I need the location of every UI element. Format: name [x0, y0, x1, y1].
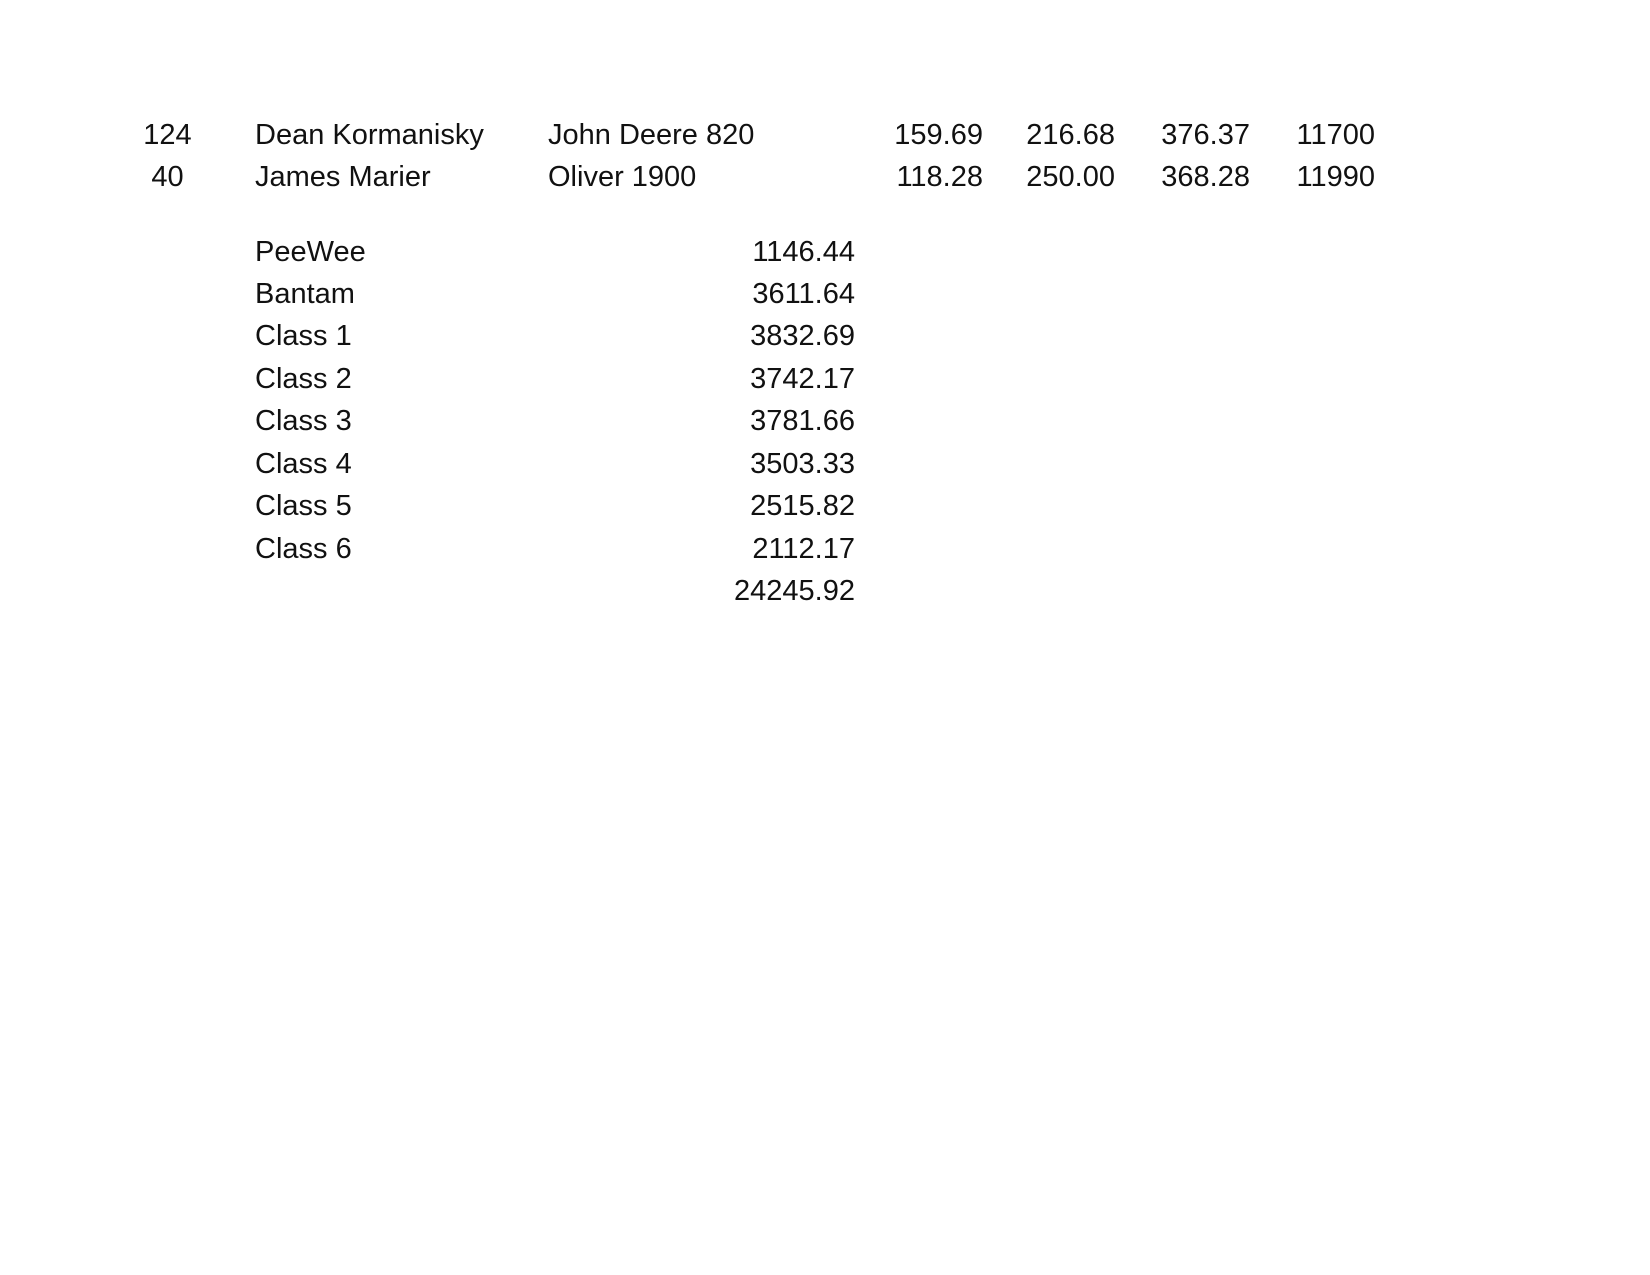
grand-total-value: 24245.92 — [734, 575, 855, 607]
class-label: Class 6 — [255, 533, 352, 565]
grand-total-row — [0, 577, 1650, 611]
class-label: PeeWee — [255, 236, 366, 268]
class-label: Class 2 — [255, 363, 352, 395]
entrant-number: 124 — [143, 119, 192, 151]
entrant-value-3: 368.28 — [1161, 161, 1250, 193]
class-value: 3611.64 — [752, 278, 855, 310]
class-label: Bantam — [255, 278, 355, 310]
class-total-row — [0, 492, 1650, 526]
class-label: Class 3 — [255, 405, 352, 437]
entrant-tractor: Oliver 1900 — [548, 161, 697, 193]
class-value: 3832.69 — [750, 320, 855, 352]
entrant-name: James Marier — [255, 161, 431, 193]
entrant-row — [0, 163, 1650, 197]
class-value: 1146.44 — [752, 236, 855, 268]
class-value: 3781.66 — [750, 405, 855, 437]
class-total-row — [0, 238, 1650, 272]
entrant-value-2: 216.68 — [1026, 119, 1115, 151]
class-value: 2515.82 — [750, 490, 855, 522]
entrant-value-1: 159.69 — [894, 119, 983, 151]
entrant-tractor: John Deere 820 — [548, 119, 755, 151]
class-total-row — [0, 322, 1650, 356]
entrant-row — [0, 121, 1650, 155]
class-label: Class 5 — [255, 490, 352, 522]
entrant-name: Dean Kormanisky — [255, 119, 484, 151]
class-total-row — [0, 407, 1650, 441]
class-label: Class 4 — [255, 448, 352, 480]
entrant-value-1: 118.28 — [896, 161, 983, 193]
class-value: 3503.33 — [750, 448, 855, 480]
entrant-value-3: 376.37 — [1161, 119, 1250, 151]
entrant-value-2: 250.00 — [1026, 161, 1115, 193]
class-total-row — [0, 535, 1650, 569]
class-total-row — [0, 450, 1650, 484]
entrant-value-4: 11990 — [1296, 161, 1375, 193]
class-total-row — [0, 365, 1650, 399]
entrant-number: 40 — [151, 161, 184, 193]
class-total-row — [0, 280, 1650, 314]
class-label: Class 1 — [255, 320, 352, 352]
class-value: 3742.17 — [750, 363, 855, 395]
class-value: 2112.17 — [752, 533, 855, 565]
entrant-value-4: 11700 — [1296, 119, 1375, 151]
